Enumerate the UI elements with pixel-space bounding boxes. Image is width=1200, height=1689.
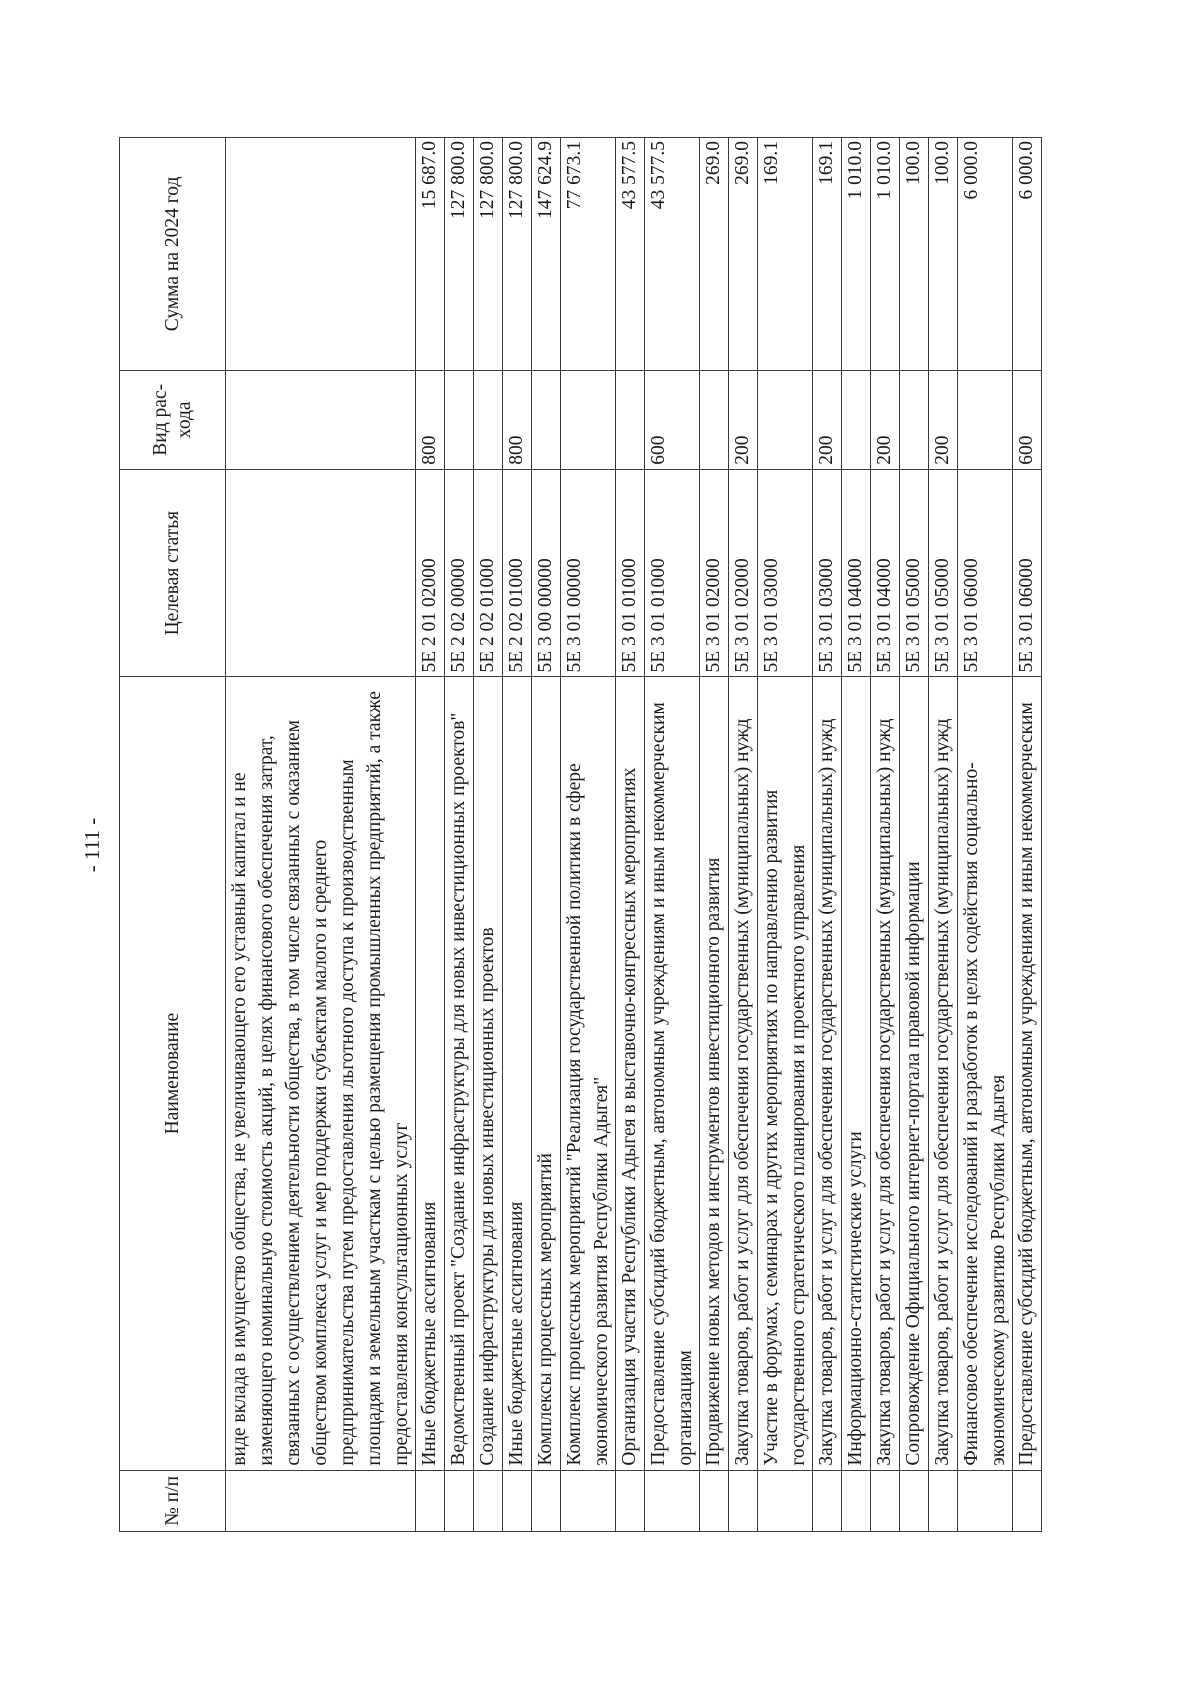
table-row bbox=[871, 138, 900, 1532]
row-sum: 43 577.5 bbox=[645, 138, 700, 371]
row-sum: 127 800.0 bbox=[503, 138, 532, 371]
row-target-article: 5Е 2 01 02000 bbox=[416, 469, 445, 677]
row-number bbox=[474, 1470, 503, 1531]
table-row bbox=[445, 138, 474, 1532]
row-target-article: 5Е 3 01 03000 bbox=[813, 469, 842, 677]
row-number bbox=[532, 1470, 561, 1531]
row-expense-type: 800 bbox=[416, 370, 445, 469]
header-target-article: Целевая статья bbox=[120, 469, 226, 677]
table-row bbox=[503, 138, 532, 1532]
row-number bbox=[226, 1470, 416, 1531]
row-expense-type: 200 bbox=[729, 370, 758, 469]
row-sum: 100.0 bbox=[900, 138, 929, 371]
row-number bbox=[561, 1470, 616, 1531]
row-number bbox=[729, 1470, 758, 1531]
table-row bbox=[532, 138, 561, 1532]
row-target-article: 5Е 3 00 00000 bbox=[532, 469, 561, 677]
row-target-article: 5Е 3 01 05000 bbox=[929, 469, 958, 677]
row-name: виде вклада в имущество общества, не увеличивающего его уставный капитал и не изменяющего номинальную стоимость акций, в целях финансового обеспечения затрат, связанных с осуществлением деятельности общества, в том числе связанных с оказанием обществом комплекса услуг и мер поддержки субъектам малого и среднего предпринимательства путем предоставления льготного доступа к производственным площадям и земельным участкам с целью размещения промышленных предприятий, а также предоставления консультационных услуг bbox=[226, 677, 416, 1470]
row-number bbox=[871, 1470, 900, 1531]
row-sum: 169.1 bbox=[758, 138, 813, 371]
row-name: Предоставление субсидий бюджетным, автономным учреждениям и иным некоммерческим bbox=[1013, 677, 1042, 1470]
row-sum: 147 624.9 bbox=[532, 138, 561, 371]
row-target-article: 5Е 3 01 04000 bbox=[842, 469, 871, 677]
header-expense-type: Вид рас- хода bbox=[120, 370, 226, 469]
row-name: Сопровождение Официального интернет-портала правовой информации bbox=[900, 677, 929, 1470]
table-row bbox=[226, 138, 416, 1532]
row-expense-type bbox=[474, 370, 503, 469]
row-sum: 169.1 bbox=[813, 138, 842, 371]
row-number bbox=[758, 1470, 813, 1531]
row-number bbox=[842, 1470, 871, 1531]
row-name: Финансовое обеспечение исследований и разработок в целях содействия социально-экономическому развитию Республики Адыгея bbox=[958, 677, 1013, 1470]
row-sum: 1 010.0 bbox=[871, 138, 900, 371]
table-row bbox=[1013, 138, 1042, 1532]
row-target-article: 5Е 3 01 03000 bbox=[758, 469, 813, 677]
row-target-article: 5Е 3 01 05000 bbox=[900, 469, 929, 677]
header-number: № п/п bbox=[120, 1470, 226, 1531]
row-expense-type bbox=[226, 370, 416, 469]
row-target-article: 5Е 3 01 01000 bbox=[645, 469, 700, 677]
row-name: Продвижение новых методов и инструментов инвестиционного развития bbox=[700, 677, 729, 1470]
row-target-article: 5Е 2 02 01000 bbox=[503, 469, 532, 677]
row-sum: 100.0 bbox=[929, 138, 958, 371]
row-target-article: 5Е 3 01 06000 bbox=[958, 469, 1013, 677]
table-row bbox=[416, 138, 445, 1532]
row-name: Организация участия Республики Адыгея в выставочно-конгрессных мероприятиях bbox=[616, 677, 645, 1470]
table-row bbox=[929, 138, 958, 1532]
row-expense-type bbox=[616, 370, 645, 469]
row-expense-type: 200 bbox=[871, 370, 900, 469]
row-target-article: 5Е 3 01 02000 bbox=[729, 469, 758, 677]
row-number bbox=[900, 1470, 929, 1531]
table-row bbox=[561, 138, 616, 1532]
row-target-article: 5Е 3 01 06000 bbox=[1013, 469, 1042, 677]
row-name: Закупка товаров, работ и услуг для обеспечения государственных (муниципальных) нужд bbox=[729, 677, 758, 1470]
row-target-article bbox=[226, 469, 416, 677]
header-name: Наименование bbox=[120, 677, 226, 1470]
table-body bbox=[226, 138, 1042, 1532]
table-row bbox=[729, 138, 758, 1532]
row-target-article: 5Е 3 01 01000 bbox=[616, 469, 645, 677]
page-number: - 111 - bbox=[80, 817, 104, 873]
row-number bbox=[813, 1470, 842, 1531]
row-name: Иные бюджетные ассигнования bbox=[416, 677, 445, 1470]
row-sum: 127 800.0 bbox=[474, 138, 503, 371]
table-row bbox=[813, 138, 842, 1532]
row-name: Создание инфраструктуры для новых инвестиционных проектов bbox=[474, 677, 503, 1470]
row-expense-type bbox=[532, 370, 561, 469]
table-row bbox=[842, 138, 871, 1532]
row-name: Закупка товаров, работ и услуг для обеспечения государственных (муниципальных) нужд bbox=[871, 677, 900, 1470]
row-expense-type bbox=[758, 370, 813, 469]
row-number bbox=[503, 1470, 532, 1531]
row-sum: 43 577.5 bbox=[616, 138, 645, 371]
row-number bbox=[929, 1470, 958, 1531]
row-name: Предоставление субсидий бюджетным, автономным учреждениям и иным некоммерческим организациям bbox=[645, 677, 700, 1470]
row-number bbox=[416, 1470, 445, 1531]
row-expense-type bbox=[842, 370, 871, 469]
row-expense-type: 600 bbox=[645, 370, 700, 469]
row-number bbox=[958, 1470, 1013, 1531]
table-row bbox=[700, 138, 729, 1532]
row-sum: 269.0 bbox=[700, 138, 729, 371]
row-name: Комплекс процессных мероприятий "Реализация государственной политики в сфере экономического развития Республики Адыгея" bbox=[561, 677, 616, 1470]
row-sum: 6 000.0 bbox=[958, 138, 1013, 371]
row-name: Информационно-статистические услуги bbox=[842, 677, 871, 1470]
table-row bbox=[758, 138, 813, 1532]
row-expense-type bbox=[958, 370, 1013, 469]
table-row bbox=[900, 138, 929, 1532]
row-number bbox=[616, 1470, 645, 1531]
row-sum: 1 010.0 bbox=[842, 138, 871, 371]
row-expense-type: 200 bbox=[813, 370, 842, 469]
row-sum bbox=[226, 138, 416, 371]
row-name: Иные бюджетные ассигнования bbox=[503, 677, 532, 1470]
row-expense-type: 800 bbox=[503, 370, 532, 469]
row-number bbox=[645, 1470, 700, 1531]
row-target-article: 5Е 3 01 04000 bbox=[871, 469, 900, 677]
row-expense-type bbox=[700, 370, 729, 469]
row-sum: 15 687.0 bbox=[416, 138, 445, 371]
row-expense-type: 600 bbox=[1013, 370, 1042, 469]
row-number bbox=[700, 1470, 729, 1531]
row-target-article: 5Е 2 02 00000 bbox=[445, 469, 474, 677]
table-row bbox=[474, 138, 503, 1532]
header-sum-2024: Сумма на 2024 год bbox=[120, 138, 226, 371]
row-target-article: 5Е 3 01 00000 bbox=[561, 469, 616, 677]
row-sum: 6 000.0 bbox=[1013, 138, 1042, 371]
row-expense-type: 200 bbox=[929, 370, 958, 469]
row-number bbox=[1013, 1470, 1042, 1531]
row-name: Закупка товаров, работ и услуг для обеспечения государственных (муниципальных) нужд bbox=[929, 677, 958, 1470]
row-name: Комплексы процессных мероприятий bbox=[532, 677, 561, 1470]
row-target-article: 5Е 3 01 02000 bbox=[700, 469, 729, 677]
table-header-row bbox=[120, 138, 226, 1532]
row-sum: 127 800.0 bbox=[445, 138, 474, 371]
row-expense-type bbox=[445, 370, 474, 469]
row-expense-type bbox=[900, 370, 929, 469]
table-row bbox=[645, 138, 700, 1532]
row-expense-type bbox=[561, 370, 616, 469]
rotated-table-container bbox=[119, 137, 1119, 1532]
table-row bbox=[616, 138, 645, 1532]
row-name: Закупка товаров, работ и услуг для обеспечения государственных (муниципальных) нужд bbox=[813, 677, 842, 1470]
budget-table bbox=[119, 137, 1042, 1532]
row-name: Участие в форумах, семинарах и других мероприятиях по направлению развития государственного стратегического планирования и проектного управления bbox=[758, 677, 813, 1470]
row-name: Ведомственный проект "Создание инфраструктуры для новых инвестиционных проектов" bbox=[445, 677, 474, 1470]
row-sum: 77 673.1 bbox=[561, 138, 616, 371]
row-number bbox=[445, 1470, 474, 1531]
table-row bbox=[958, 138, 1013, 1532]
row-target-article: 5Е 2 02 01000 bbox=[474, 469, 503, 677]
row-sum: 269.0 bbox=[729, 138, 758, 371]
